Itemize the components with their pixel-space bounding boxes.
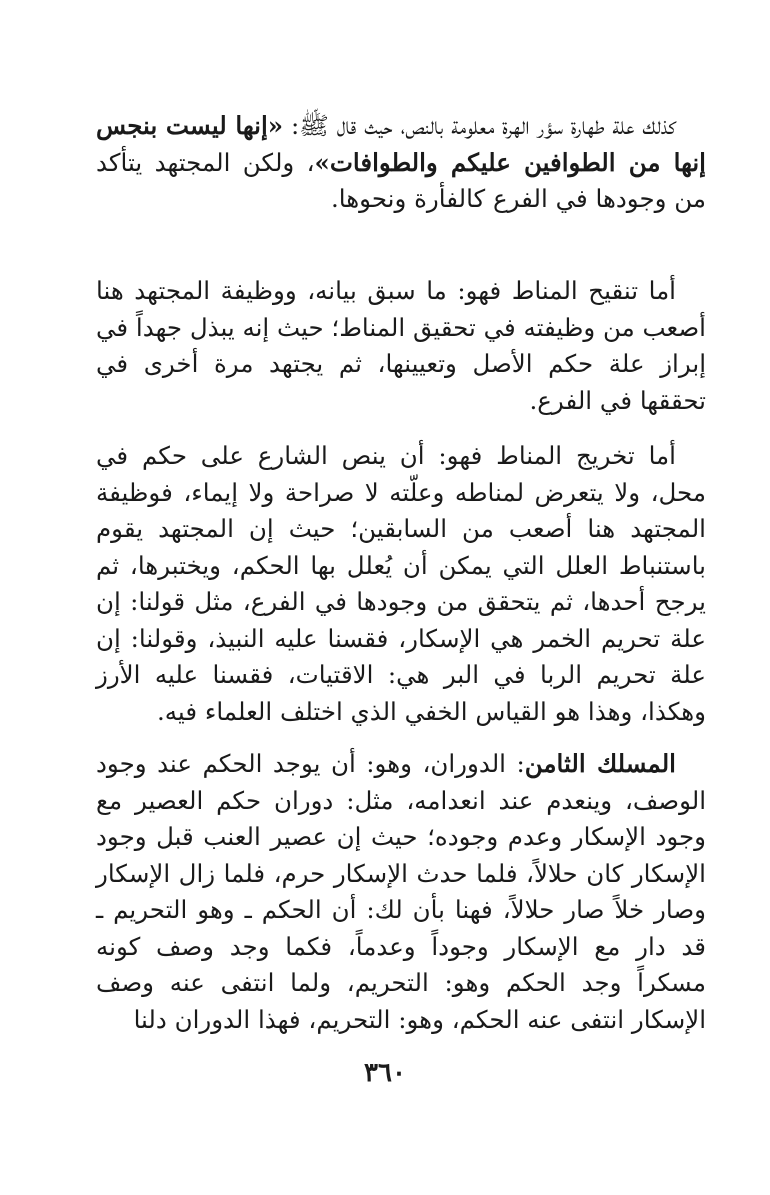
paragraph-eighth-method <box>96 746 706 1038</box>
p1-text-start: كذلك علة طهارة سؤر الهرة معلومة بالنص، حيث قال ﷺ: <box>283 111 676 140</box>
paragraph-takhrij-al-manat <box>96 438 706 730</box>
p1-text-end: ، ولكن المجتهد يتأكد من وجودها في الفرع كالفأرة ونحوها. <box>96 147 706 213</box>
p2-text: أما تنقيح المناط فهو: ما سبق بيانه، ووظيفة المجتهد هنا أصعب من وظيفته في تحقيق المناط؛ حيث إنه يبذل جهداً في إبراز علة حكم الأصل وتعيينها، ثم يجتهد مرة أخرى في تحققها في الفرع. <box>96 276 706 415</box>
hadith-quote: «إنها ليست بنجس إنها من الطوافين عليكم والطوافات» <box>96 111 706 177</box>
p4-text: : الدوران، وهو: أن يوجد الحكم عند وجود الوصف، وينعدم عند انعدامه، مثل: دوران حكم العصير مع وجود الإسكار وعدم وجوده؛ حيث إن عصير العنب قبل وجود الإسكار كان حلالاً، فلما حدث الإسكار حرم، فلما زال الإسكار وصار خلاً صار حلالاً، فهنا بأن لك: أن الحكم ـ وهو التحريم ـ قد دار مع الإسكار وجوداً وعدماً، فكما وجد وصف كونه مسكراً وجد الحكم وهو: التحريم، ولما انتفى عنه وصف الإسكار انتفى عنه الحكم، وهو: التحريم، فهذا الدوران دلنا <box>96 749 706 1034</box>
p3-text: أما تخريج المناط فهو: أن ينص الشارع على حكم في محل، ولا يتعرض لمناطه وعلّته لا صراحة ولا إيماء، فوظيفة المجتهد هنا أصعب من السابقين؛ حيث إن المجتهد يقوم باستنباط العلل التي يمكن أن يُعلل بها الحكم، ويختبرها، ثم يرجح أحدها، ثم يتحقق من وجودها في الفرع، مثل قولنا: إن علة تحريم الخمر هي الإسكار، فقسنا عليه النبيذ، وقولنا: إن علة تحريم الربا في البر هي: الاقتيات، فقسنا عليه الأرز وهكذا، وهذا هو القياس الخفي الذي اختلف العلماء فيه. <box>96 441 706 726</box>
paragraph-cat-saliva <box>96 108 706 218</box>
paragraph-tanqih-al-manat <box>96 273 706 419</box>
section-heading: المسلك الثامن <box>524 749 676 778</box>
page-number: ٣٦٠ <box>364 1058 406 1088</box>
